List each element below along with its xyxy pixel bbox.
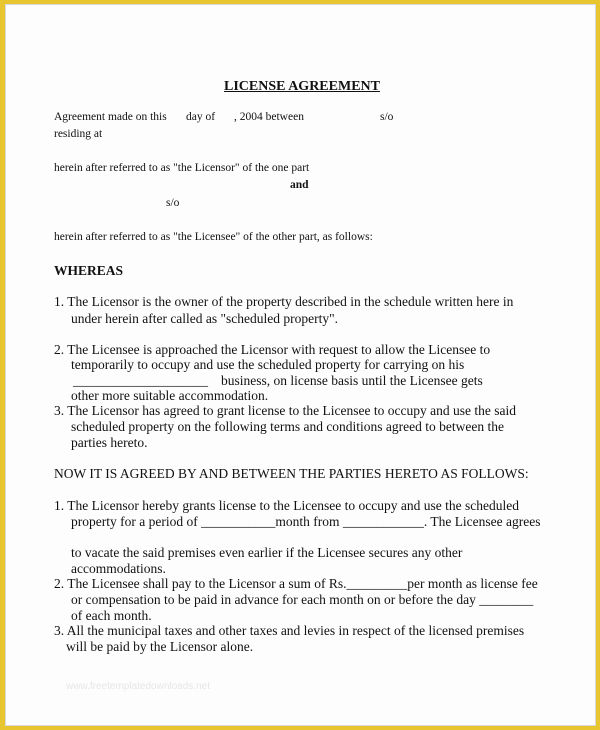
agreed-item-1-line-2: property for a period of ___________month from ____________. The Licensee agrees [71, 514, 541, 529]
agreed-item-3-line-1: 3. All the municipal taxes and other taxes and levies in respect of the licensed premises [54, 623, 525, 638]
agreed-item-1-line-4: accommodations. [71, 561, 166, 576]
watermark-text: www.freetemplatedownloads.net [66, 681, 210, 692]
whereas-item-1-line-1: 1. The Licensor is the owner of the property described in the schedule written here in [54, 294, 514, 309]
whereas-item-3-line-2: scheduled property on the following terms and conditions agreed to between the [71, 419, 505, 434]
whereas-heading: WHEREAS [54, 263, 124, 278]
whereas-item-2-line-2: temporarily to occupy and use the scheduled property for carrying on his [71, 357, 465, 372]
day-of-text: day of [186, 111, 216, 123]
agreed-item-2-line-1: 2. The Licensee shall pay to the Licensor a sum of Rs._________per month as license fee [54, 576, 538, 591]
agreement-made-on-text: Agreement made on this [54, 111, 167, 123]
licensee-reference-text: herein after referred to as "the Licensee" of the other part, as follows: [54, 231, 373, 243]
son-of-text-1: s/o [380, 111, 394, 123]
whereas-item-3-line-3: parties hereto. [71, 435, 148, 450]
agreed-item-2-line-2: or compensation to be paid in advance for each month on or before the day ________ [71, 592, 534, 607]
whereas-item-2-blank: ____________________ [73, 373, 208, 388]
year-between-text: , 2004 between [234, 111, 304, 123]
document-title: LICENSE AGREEMENT [224, 79, 380, 94]
residing-at-text: residing at [54, 128, 103, 140]
agreed-item-1-line-3: to vacate the said premises even earlier if the Licensee secures any other [71, 545, 463, 560]
agreed-item-3-line-2: will be paid by the Licensor alone. [66, 639, 254, 654]
whereas-item-1-line-2: under herein after called as "scheduled property". [71, 311, 339, 326]
whereas-item-2-line-3: business, on license basis until the Licensee gets [221, 373, 483, 388]
and-text: and [290, 179, 309, 191]
whereas-item-2-line-1: 2. The Licensee is approached the Licensor with request to allow the Licensee to [54, 342, 491, 357]
whereas-item-3-line-1: 3. The Licensor has agreed to grant license to the Licensee to occupy and use the said [54, 403, 516, 418]
son-of-text-2: s/o [166, 197, 180, 209]
agreed-item-2-line-3: of each month. [71, 608, 152, 623]
agreed-heading: NOW IT IS AGREED BY AND BETWEEN THE PARTIES HERETO AS FOLLOWS: [54, 466, 529, 481]
licensor-reference-text: herein after referred to as "the Licensor" of the one part [54, 162, 310, 174]
agreed-item-1-line-1: 1. The Licensor hereby grants license to the Licensee to occupy and use the scheduled [54, 498, 519, 513]
document-page [5, 4, 596, 726]
whereas-item-2-line-4: other more suitable accommodation. [71, 388, 269, 403]
